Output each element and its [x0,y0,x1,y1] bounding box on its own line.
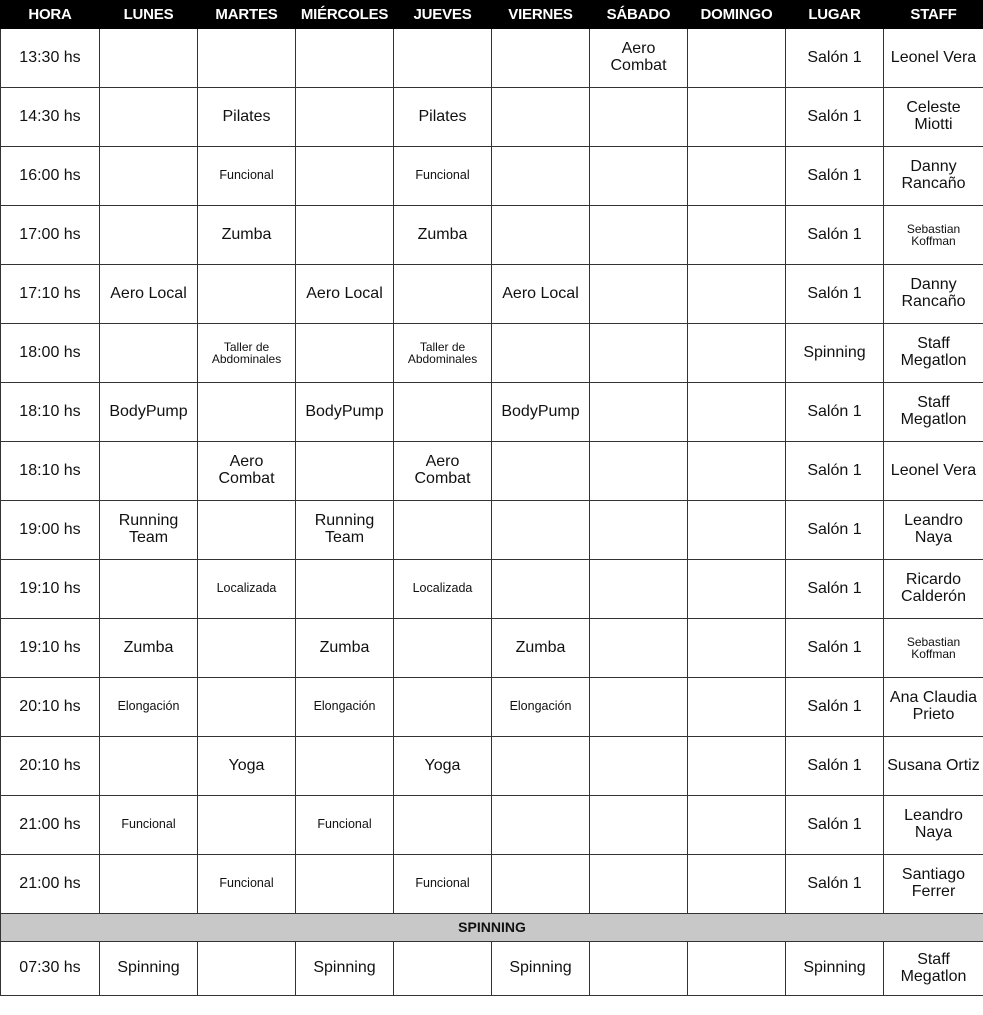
cell-martes: Funcional [198,855,296,914]
cell-lunes: BodyPump [100,383,198,442]
cell-martes [198,796,296,855]
cell-viernes [492,560,590,619]
header-hora: HORA [1,1,100,29]
cell-miercoles [296,206,394,265]
cell-sabado [590,88,688,147]
cell-lugar: Salón 1 [786,383,884,442]
header-lugar: LUGAR [786,1,884,29]
cell-staff: Leandro Naya [884,501,983,560]
cell-domingo [688,383,786,442]
cell-lunes [100,324,198,383]
cell-jueves [394,383,492,442]
header-jueves: JUEVES [394,1,492,29]
cell-viernes: Spinning [492,942,590,996]
cell-miercoles [296,29,394,88]
table-row [1,383,983,442]
cell-lugar: Salón 1 [786,29,884,88]
cell-lunes: Zumba [100,619,198,678]
cell-martes [198,619,296,678]
cell-sabado [590,560,688,619]
schedule-header [1,1,983,29]
cell-domingo [688,855,786,914]
cell-jueves [394,942,492,996]
cell-hora: 18:10 hs [1,383,100,442]
cell-miercoles: Funcional [296,796,394,855]
cell-martes: Zumba [198,206,296,265]
cell-hora: 13:30 hs [1,29,100,88]
table-row [1,501,983,560]
cell-viernes: BodyPump [492,383,590,442]
cell-staff: Staff Megatlon [884,324,983,383]
cell-hora: 19:10 hs [1,619,100,678]
cell-staff: Staff Megatlon [884,942,983,996]
cell-lugar: Salón 1 [786,619,884,678]
cell-staff: Susana Ortiz [884,737,983,796]
table-row [1,942,983,996]
cell-staff: Danny Rancaño [884,147,983,206]
table-row [1,88,983,147]
cell-miercoles: Elongación [296,678,394,737]
cell-lugar: Salón 1 [786,147,884,206]
cell-sabado [590,324,688,383]
cell-lugar: Salón 1 [786,796,884,855]
cell-jueves: Zumba [394,206,492,265]
cell-lugar: Salón 1 [786,88,884,147]
cell-hora: 14:30 hs [1,88,100,147]
cell-miercoles [296,88,394,147]
cell-lunes [100,855,198,914]
cell-domingo [688,265,786,324]
cell-lunes: Funcional [100,796,198,855]
table-row [1,442,983,501]
cell-sabado [590,737,688,796]
cell-martes [198,265,296,324]
cell-sabado: Aero Combat [590,29,688,88]
cell-lugar: Spinning [786,942,884,996]
cell-domingo [688,147,786,206]
cell-lunes: Running Team [100,501,198,560]
cell-jueves: Aero Combat [394,442,492,501]
cell-domingo [688,678,786,737]
cell-miercoles: Running Team [296,501,394,560]
cell-domingo [688,796,786,855]
cell-viernes: Zumba [492,619,590,678]
cell-martes: Pilates [198,88,296,147]
cell-sabado [590,206,688,265]
cell-viernes [492,796,590,855]
cell-sabado [590,796,688,855]
cell-miercoles [296,324,394,383]
cell-lunes: Spinning [100,942,198,996]
cell-viernes [492,855,590,914]
cell-sabado [590,383,688,442]
header-viernes: VIERNES [492,1,590,29]
header-sabado: SÁBADO [590,1,688,29]
cell-domingo [688,619,786,678]
cell-lugar: Salón 1 [786,737,884,796]
cell-jueves: Localizada [394,560,492,619]
cell-hora: 21:00 hs [1,855,100,914]
cell-hora: 21:00 hs [1,796,100,855]
cell-sabado [590,265,688,324]
cell-staff: Ricardo Calderón [884,560,983,619]
cell-domingo [688,29,786,88]
cell-lunes [100,29,198,88]
cell-miercoles [296,442,394,501]
cell-jueves: Yoga [394,737,492,796]
cell-martes: Yoga [198,737,296,796]
cell-hora: 20:10 hs [1,678,100,737]
cell-domingo [688,324,786,383]
cell-lunes: Aero Local [100,265,198,324]
header-staff: STAFF [884,1,983,29]
cell-staff: Sebastian Koffman [884,619,983,678]
cell-lugar: Spinning [786,324,884,383]
cell-viernes [492,737,590,796]
cell-jueves [394,619,492,678]
cell-lunes [100,147,198,206]
cell-lugar: Salón 1 [786,560,884,619]
cell-miercoles [296,855,394,914]
cell-domingo [688,88,786,147]
cell-martes [198,942,296,996]
cell-sabado [590,855,688,914]
table-row [1,265,983,324]
cell-domingo [688,442,786,501]
cell-lugar: Salón 1 [786,501,884,560]
cell-viernes [492,88,590,147]
header-lunes: LUNES [100,1,198,29]
cell-sabado [590,942,688,996]
cell-miercoles: Spinning [296,942,394,996]
cell-hora: 19:10 hs [1,560,100,619]
cell-domingo [688,501,786,560]
cell-sabado [590,678,688,737]
section-title: SPINNING [1,914,983,942]
cell-hora: 18:00 hs [1,324,100,383]
cell-martes: Taller de Abdominales [198,324,296,383]
schedule-body [1,29,983,996]
cell-lunes [100,88,198,147]
cell-staff: Leonel Vera [884,29,983,88]
cell-miercoles: BodyPump [296,383,394,442]
cell-domingo [688,942,786,996]
cell-viernes [492,29,590,88]
cell-viernes: Elongación [492,678,590,737]
cell-staff: Santiago Ferrer [884,855,983,914]
cell-martes [198,678,296,737]
cell-viernes [492,324,590,383]
cell-jueves: Funcional [394,147,492,206]
cell-hora: 17:10 hs [1,265,100,324]
cell-miercoles: Zumba [296,619,394,678]
cell-viernes [492,147,590,206]
cell-miercoles [296,560,394,619]
cell-jueves: Pilates [394,88,492,147]
cell-staff: Celeste Miotti [884,88,983,147]
cell-viernes [492,206,590,265]
table-row [1,147,983,206]
cell-jueves [394,678,492,737]
cell-miercoles [296,147,394,206]
cell-staff: Leandro Naya [884,796,983,855]
table-row [1,678,983,737]
cell-domingo [688,560,786,619]
cell-staff: Ana Claudia Prieto [884,678,983,737]
table-row [1,619,983,678]
table-row [1,29,983,88]
header-row [1,1,983,29]
table-row [1,796,983,855]
cell-lugar: Salón 1 [786,206,884,265]
header-martes: MARTES [198,1,296,29]
header-domingo: DOMINGO [688,1,786,29]
cell-domingo [688,737,786,796]
cell-staff: Danny Rancaño [884,265,983,324]
table-row [1,737,983,796]
cell-sabado [590,619,688,678]
cell-martes [198,383,296,442]
cell-domingo [688,206,786,265]
cell-lugar: Salón 1 [786,442,884,501]
header-miercoles: MIÉRCOLES [296,1,394,29]
cell-staff: Leonel Vera [884,442,983,501]
cell-viernes: Aero Local [492,265,590,324]
cell-sabado [590,501,688,560]
cell-lugar: Salón 1 [786,678,884,737]
cell-hora: 17:00 hs [1,206,100,265]
cell-lunes [100,560,198,619]
cell-sabado [590,442,688,501]
cell-martes: Aero Combat [198,442,296,501]
cell-viernes [492,501,590,560]
table-row [1,324,983,383]
cell-hora: 16:00 hs [1,147,100,206]
cell-jueves [394,265,492,324]
table-row [1,560,983,619]
cell-miercoles [296,737,394,796]
cell-hora: 19:00 hs [1,501,100,560]
cell-jueves: Funcional [394,855,492,914]
cell-jueves [394,29,492,88]
cell-hora: 07:30 hs [1,942,100,996]
cell-lunes [100,737,198,796]
cell-martes: Funcional [198,147,296,206]
table-row [1,206,983,265]
cell-lunes [100,206,198,265]
cell-lugar: Salón 1 [786,265,884,324]
cell-hora: 20:10 hs [1,737,100,796]
table-row [1,855,983,914]
cell-martes [198,29,296,88]
cell-jueves [394,796,492,855]
cell-miercoles: Aero Local [296,265,394,324]
cell-sabado [590,147,688,206]
cell-jueves: Taller de Abdominales [394,324,492,383]
cell-lunes [100,442,198,501]
section-row-spinning [1,914,983,942]
cell-hora: 18:10 hs [1,442,100,501]
cell-viernes [492,442,590,501]
cell-lunes: Elongación [100,678,198,737]
cell-staff: Sebastian Koffman [884,206,983,265]
cell-martes: Localizada [198,560,296,619]
cell-staff: Staff Megatlon [884,383,983,442]
cell-jueves [394,501,492,560]
cell-lugar: Salón 1 [786,855,884,914]
cell-martes [198,501,296,560]
